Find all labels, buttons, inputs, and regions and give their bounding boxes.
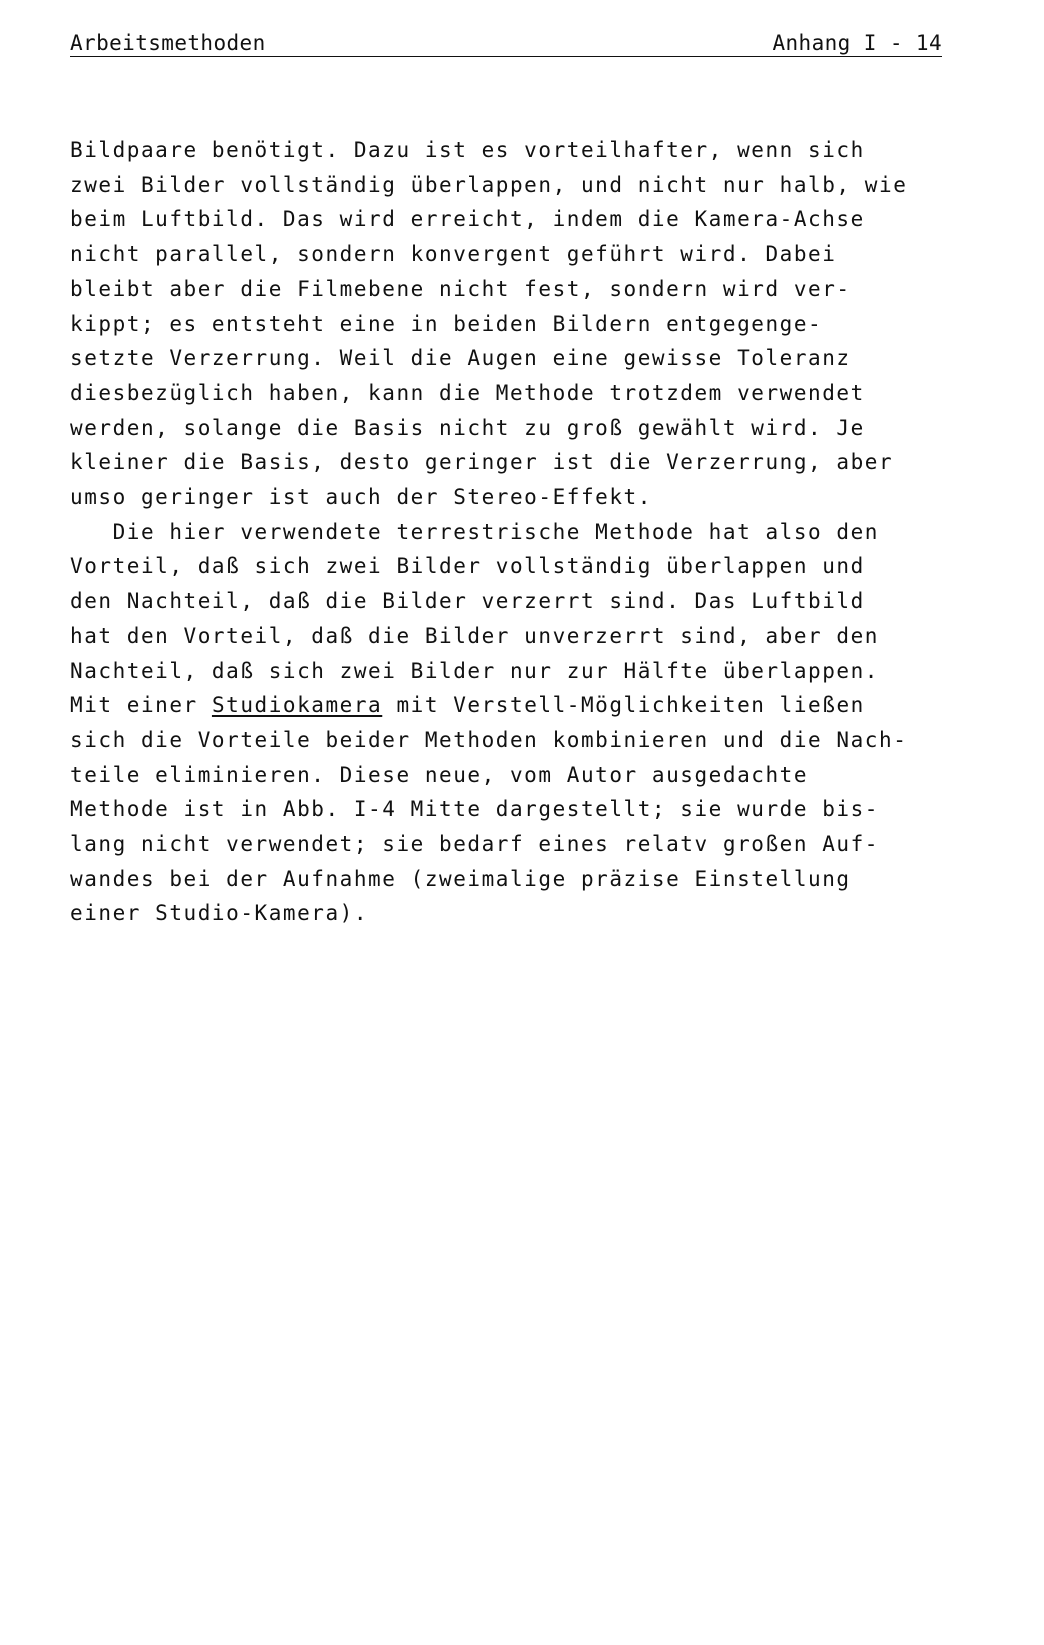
text-span: Mit einer	[70, 693, 212, 718]
text-line: einer Studio-Kamera).	[70, 901, 369, 926]
text-line: kippt; es entsteht eine in beiden Bildern entgegenge-	[70, 311, 823, 336]
text-line-with-emphasis	[70, 688, 970, 723]
text-line: Bildpaare benötigt. Dazu ist es vorteilhafter, wenn sich	[70, 138, 865, 162]
text-line: wandes bei der Aufnahme (zweimalige präzise Einstellung	[70, 866, 851, 891]
text-line: den Nachteil, daß die Bilder verzerrt sind. Das Luftbild	[70, 589, 865, 614]
text-line: lang nicht verwendet; sie bedarf eines relatv großen Auf-	[70, 832, 880, 857]
running-header	[70, 30, 942, 57]
text-line: setzte Verzerrung. Weil die Augen eine gewisse Toleranz	[70, 346, 851, 371]
text-line: werden, solange die Basis nicht zu groß gewählt wird. Je	[70, 415, 865, 440]
text-line: kleiner die Basis, desto geringer ist die Verzerrung, aber	[70, 450, 894, 475]
underlined-term: Studiokamera	[211, 693, 383, 718]
text-line: Vorteil, daß sich zwei Bilder vollständig überlappen und	[70, 554, 865, 579]
text-line: Die hier verwendete terrestrische Methode hat also den	[70, 519, 880, 544]
text-line: diesbezüglich haben, kann die Methode trotzdem verwendet	[70, 380, 865, 405]
header-section-title: Arbeitsmethoden	[70, 31, 266, 55]
text-line: beim Luftbild. Das wird erreicht, indem die Kamera-Achse	[70, 207, 865, 232]
text-line: Methode ist in Abb. I-4 Mitte dargestellt; sie wurde bis-	[70, 797, 880, 822]
text-line: zwei Bilder vollständig überlappen, und nicht nur halb, wie	[70, 172, 908, 197]
text-line: hat den Vorteil, daß die Bilder unverzerrt sind, aber den	[70, 623, 880, 648]
text-span: mit Verstell-Möglichkeiten ließen	[382, 693, 865, 718]
text-line: nicht parallel, sondern konvergent geführt wird. Dabei	[70, 242, 837, 267]
text-line: umso geringer ist auch der Stereo-Effekt.	[70, 485, 652, 510]
text-line: Nachteil, daß sich zwei Bilder nur zur Hälfte überlappen.	[70, 658, 880, 683]
header-page-number: Anhang I - 14	[772, 31, 942, 55]
text-line: teile eliminieren. Diese neue, vom Autor ausgedachte	[70, 762, 809, 787]
body-text	[70, 133, 970, 931]
text-line: bleibt aber die Filmebene nicht fest, sondern wird ver-	[70, 276, 851, 301]
text-line: sich die Vorteile beider Methoden kombinieren und die Nach-	[70, 727, 908, 752]
